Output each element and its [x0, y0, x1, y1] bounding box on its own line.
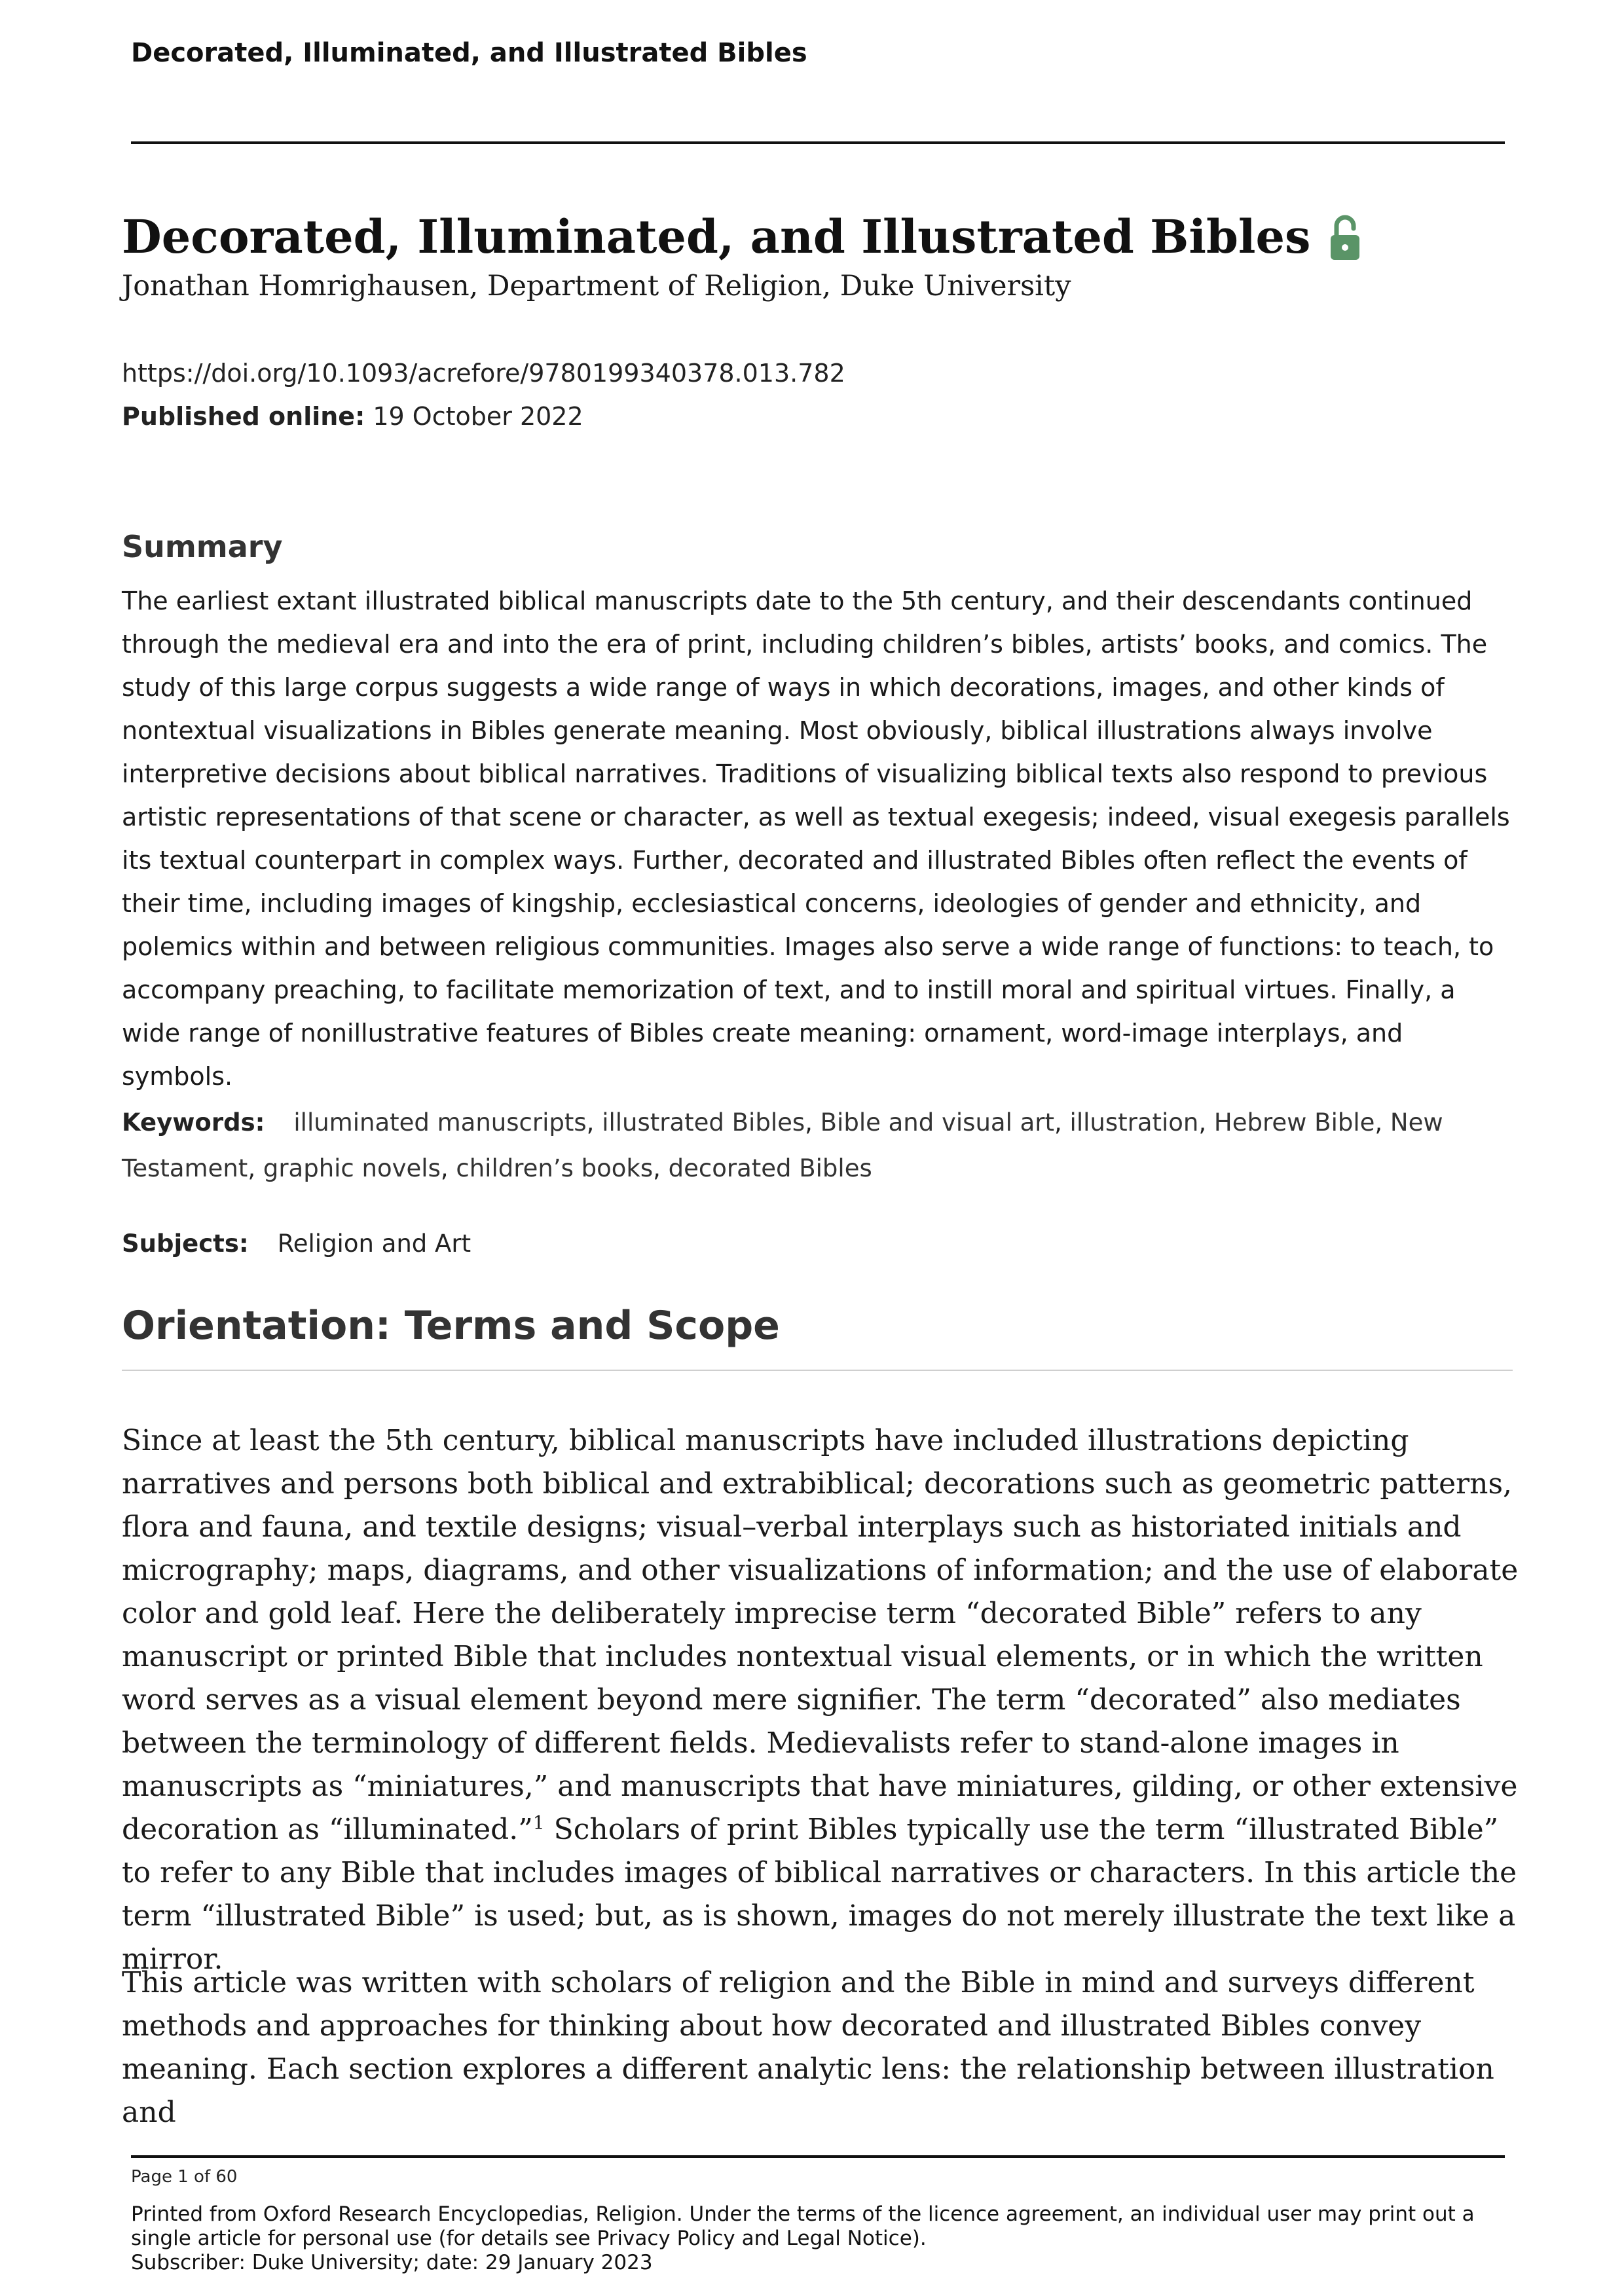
- keyword-link[interactable]: New Testament: [122, 1108, 1443, 1182]
- keyword-link[interactable]: children’s books: [456, 1154, 654, 1182]
- published-label: Published online:: [122, 402, 365, 431]
- header-rule: [131, 141, 1505, 144]
- published-date: [122, 402, 583, 431]
- keyword-link[interactable]: illuminated manuscripts: [293, 1108, 587, 1137]
- keywords-label: Keywords:: [122, 1108, 265, 1137]
- footer-licence: Printed from Oxford Research Encyclopedias, Religion. Under the terms of the licence agreement, an individual user may print out a single article for personal use (for details see Privacy Policy and Legal Notice).: [131, 2202, 1475, 2250]
- keyword-link[interactable]: decorated Bibles: [668, 1154, 872, 1182]
- section-rule: [122, 1370, 1513, 1371]
- keyword-link[interactable]: graphic novels: [263, 1154, 441, 1182]
- body-paragraph: This article was written with scholars of religion and the Bible in mind and surveys different methods and approaches for thinking about how decorated and illustrated Bibles convey meaning. Each section explores a different analytic lens: the relationship between illustration and: [122, 1966, 1494, 2129]
- summary-heading: Summary: [122, 529, 283, 564]
- open-lock-icon: [1329, 213, 1361, 261]
- keyword-link[interactable]: illustrated Bibles: [602, 1108, 805, 1137]
- subjects-label: Subjects:: [122, 1230, 249, 1258]
- page-number: [131, 2167, 237, 2187]
- subject-link[interactable]: Religion and Art: [277, 1230, 471, 1258]
- author-affiliation: Jonathan Homrighausen, Department of Religion, Duke University: [122, 270, 1071, 302]
- published-value: 19 October 2022: [373, 402, 583, 431]
- keyword-link[interactable]: Hebrew Bible: [1213, 1108, 1375, 1137]
- summary-text: The earliest extant illustrated biblical manuscripts date to the 5th century, and their descendants continued through the medieval era and into the era of print, including children’s bibles, artists’ books, and comics. The study of this large corpus suggests a wide range of ways in which decorations, images, and other kinds of nontextual visualizations in Bibles generate meaning. Most obviously, biblical illustrations always involve interpretive decisions about biblical narratives. Traditions of visualizing biblical texts also respond to previous artistic representations of that scene or character, as well as textual exegesis; indeed, visual exegesis parallels its textual counterpart in complex ways. Further, decorated and illustrated Bibles often reflect the events of their time, including images of kingship, ecclesiastical concerns, ideologies of gender and ethnicity, and polemics within and between religious communities. Images also serve a wide range of functions: to teach, to accompany preaching, to facilitate memorization of text, and to instill moral and spiritual virtues. Finally, a wide range of nonillustrative features of Bibles create meaning: ornament, word-image interplays, and symbols.: [122, 587, 1510, 1091]
- paragraph-text: Since at least the 5th century, biblical manuscripts have included illustrations depicting narratives and persons both biblical and extrabiblical; decorations such as geometric patterns, flora and fauna, and textile designs; visual–verbal interplays such as historiated initials and micrography; maps, diagrams, and other visualizations of information; and the use of elaborate color and gold leaf. Here the deliberately imprecise term “decorated Bible” refers to any manuscript or printed Bible that includes nontextual visual elements, or in which the written word serves as a visual element beyond mere signifier. The term “decorated” also mediates between the terminology of different fields. Medievalists refer to stand-alone images in manuscripts as “miniatures,” and manuscripts that have miniatures, gilding, or other extensive decoration as “illuminated.”: [122, 1424, 1519, 1846]
- body-paragraph: [122, 1419, 1523, 1981]
- keyword-link[interactable]: Bible and visual art: [820, 1108, 1055, 1137]
- keyword-link[interactable]: illustration: [1069, 1108, 1199, 1137]
- doi-link[interactable]: https://doi.org/10.1093/acrefore/9780199340378.013.782: [122, 359, 845, 388]
- article-header: [122, 210, 1519, 302]
- page-of: of: [194, 2167, 211, 2187]
- subjects: [122, 1230, 471, 1258]
- page-current: 1: [177, 2167, 189, 2187]
- keywords: Keywords: illuminated manuscripts, illustrated Bibles, Bible and visual art, illustration, Hebrew Bible, New Testament, graphic novels, children’s books, decorated Bibles: [122, 1108, 1443, 1182]
- article-title: Decorated, Illuminated, and Illustrated Bibles: [122, 210, 1311, 264]
- running-head: Decorated, Illuminated, and Illustrated Bibles: [131, 38, 807, 68]
- section-heading: Orientation: Terms and Scope: [122, 1303, 780, 1349]
- footer-rule: [131, 2155, 1505, 2158]
- footer-subscriber: Subscriber: Duke University; date: 29 January 2023: [131, 2251, 653, 2274]
- page-label: Page: [131, 2167, 172, 2187]
- footer-notice: [131, 2202, 1505, 2275]
- page-total: 60: [215, 2167, 238, 2187]
- footnote-ref[interactable]: 1: [532, 1812, 545, 1834]
- paragraph-text: Scholars of print Bibles typically use the term “illustrated Bible” to refer to any Bible that includes images of biblical narratives or characters. In this article the term “illustrated Bible” is used; but, as is shown, images do not merely illustrate the text like a mirror.: [122, 1813, 1517, 1976]
